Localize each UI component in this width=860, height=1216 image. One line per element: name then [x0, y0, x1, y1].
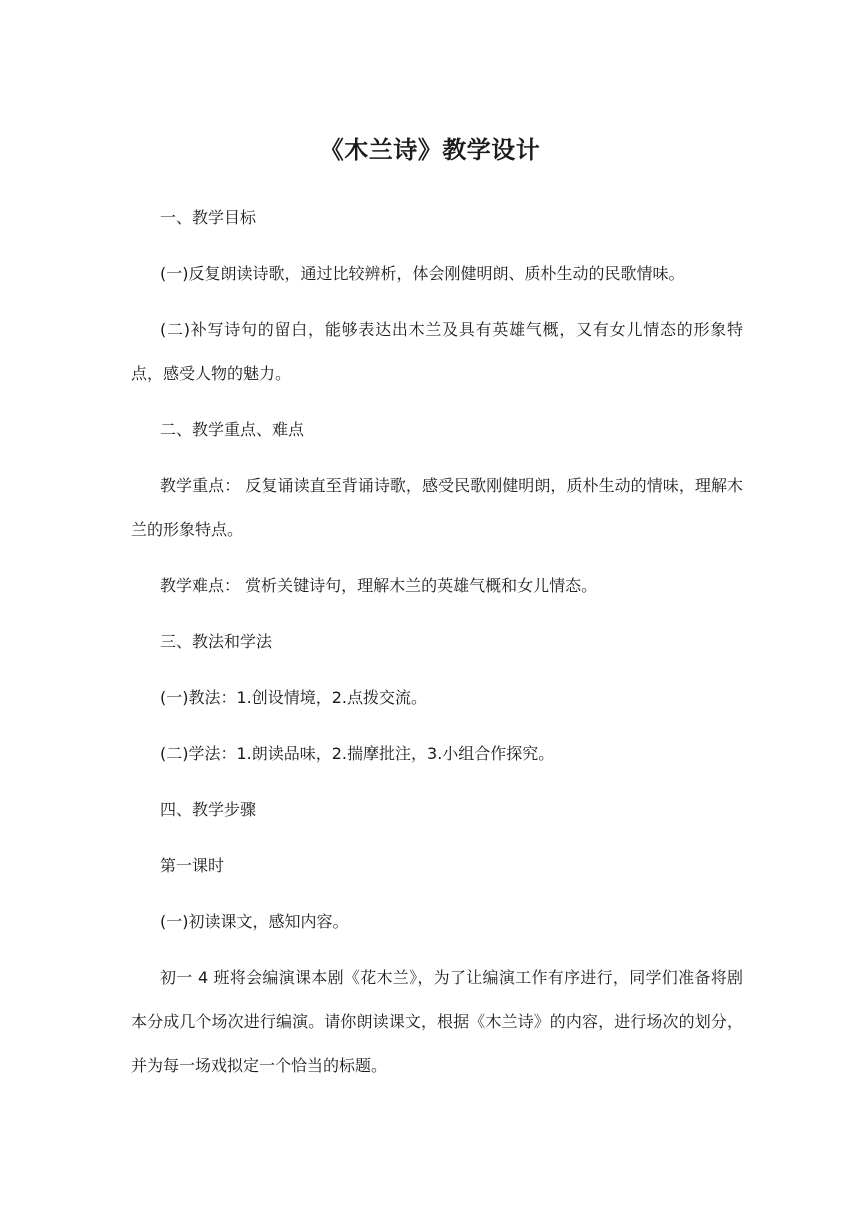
learning-method: (二)学法：1.朗读品味，2.揣摩批注，3.小组合作探究。	[160, 744, 555, 763]
section-heading-steps: 四、教学步骤	[160, 800, 257, 819]
document-body	[131, 196, 743, 1100]
step-heading: (一)初读课文，感知内容。	[160, 912, 349, 931]
objective-1: (一)反复朗读诗歌，通过比较辨析，体会刚健明朗、质朴生动的民歌情味。	[160, 264, 685, 283]
difficult-point: 教学难点： 赏析关键诗句，理解木兰的英雄气概和女儿情态。	[160, 576, 598, 595]
document-title: 《木兰诗》教学设计	[319, 136, 541, 164]
lesson-label: 第一课时	[160, 856, 225, 875]
section-heading-key-points: 二、教学重点、难点	[160, 420, 305, 439]
teaching-method: (一)教法：1.创设情境，2.点拨交流。	[160, 688, 428, 707]
objective-2: (二)补写诗句的留白，能够表达出木兰及具有英雄气概，又有女儿情态的形象特点，感受人物的魅力。	[131, 320, 743, 383]
step-body: 初一 4 班将会编演课本剧《花木兰》，为了让编演工作有序进行，同学们准备将剧本分成几个场次进行编演。请你朗读课文，根据《木兰诗》的内容，进行场次的划分，并为每一场戏拟定一个恰当的标题。	[131, 968, 743, 1075]
section-heading-objectives: 一、教学目标	[160, 208, 257, 227]
section-heading-methods: 三、教法和学法	[160, 632, 273, 651]
key-point: 教学重点： 反复诵读直至背诵诗歌，感受民歌刚健明朗，质朴生动的情味，理解木兰的形象特点。	[131, 476, 743, 539]
